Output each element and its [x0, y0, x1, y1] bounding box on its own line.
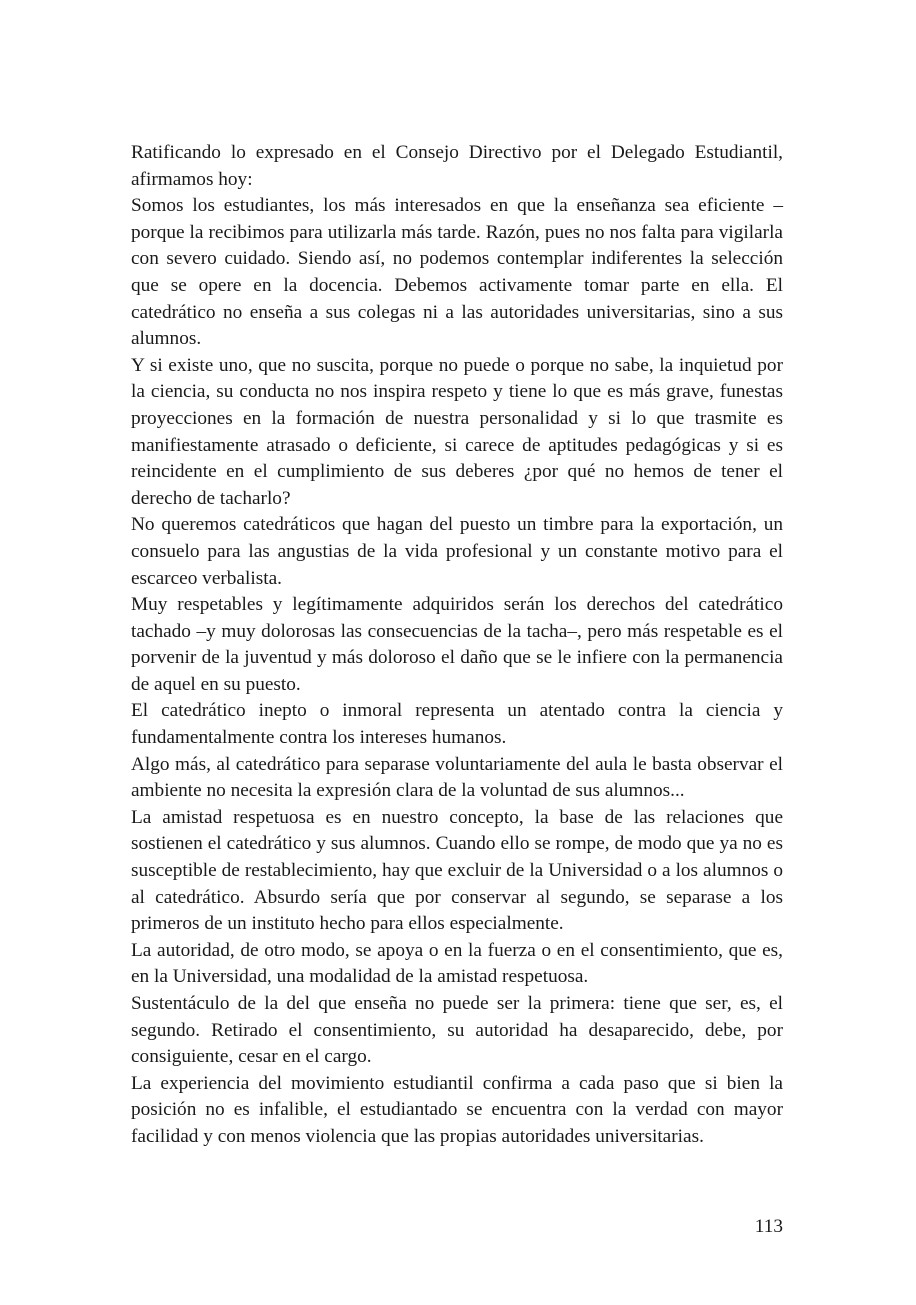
paragraph-11: La experiencia del movimiento estudiantil confirma a cada paso que si bien la posición no es infalible, el estudiantado se encuentra con la verdad con mayor facilidad y con menos violencia que las propias autoridades universitarias. [131, 1072, 783, 1147]
paragraph-1: Ratificando lo expresado en el Consejo Directivo por el Delegado Estudiantil, afirmamos hoy: [131, 142, 783, 190]
paragraph-7: Algo más, al catedrático para separase voluntariamente del aula le basta observar el ambiente no necesita la expresión clara de la voluntad de sus alumnos... [131, 753, 783, 802]
paragraph-9: La autoridad, de otro modo, se apoya o en la fuerza o en el consentimiento, que es, en la Universidad, una modalidad de la amistad respetuosa. [131, 939, 783, 988]
paragraph-8: La amistad respetuosa es en nuestro concepto, la base de las relaciones que sostienen el catedrático y sus alumnos. Cuando ello se rompe, de modo que ya no es susceptible de restablecimiento, hay que excluir de la Universidad o a los alumnos o al catedrático. Absurdo sería que por conservar al segundo, se separase a los primeros de un instituto hecho para ellos especialmente. [131, 806, 783, 935]
paragraph-3: Y si existe uno, que no suscita, porque no puede o porque no sabe, la inquietud por la ciencia, su conducta no nos inspira respeto y tiene lo que es más grave, funestas proyecciones en la formación de nuestra personalidad y si lo que trasmite es manifiestamente atrasado o deficiente, si carece de aptitudes pedagógicas y si es reincidente en el cumplimiento de sus deberes ¿por qué no hemos de tener el derecho de tacharlo? [131, 354, 783, 509]
paragraph-6: El catedrático inepto o inmoral representa un atentado contra la ciencia y fundamentalmente contra los intereses humanos. [131, 700, 783, 749]
body-text [131, 140, 783, 1151]
paragraph-2: Somos los estudiantes, los más interesados en que la enseñanza sea eficiente – porque la recibimos para utilizarla más tarde. Razón, pues no nos falta para vigilarla con severo cuidado. Siendo así, no podemos contemplar indiferentes la selección que se opere en la docencia. Debemos activamente tomar parte en ella. El catedrático no enseña a sus colegas ni a las autoridades universitarias, sino a sus alumnos. [131, 195, 783, 350]
paragraph-4: No queremos catedráticos que hagan del puesto un timbre para la exportación, un consuelo para las angustias de la vida profesional y un constante motivo para el escarceo verbalista. [131, 514, 783, 589]
page-number: 113 [754, 1216, 783, 1237]
paragraph-5: Muy respetables y legítimamente adquiridos serán los derechos del catedrático tachado –y muy dolorosas las consecuencias de la tacha–, pero más respetable es el porvenir de la juventud y más doloroso el daño que se le infiere con la permanencia de aquel en su puesto. [131, 594, 783, 695]
paragraph-10: Sustentáculo de la del que enseña no puede ser la primera: tiene que ser, es, el segundo. Retirado el consentimiento, su autoridad ha desaparecido, debe, por consiguiente, cesar en el cargo. [131, 993, 783, 1068]
